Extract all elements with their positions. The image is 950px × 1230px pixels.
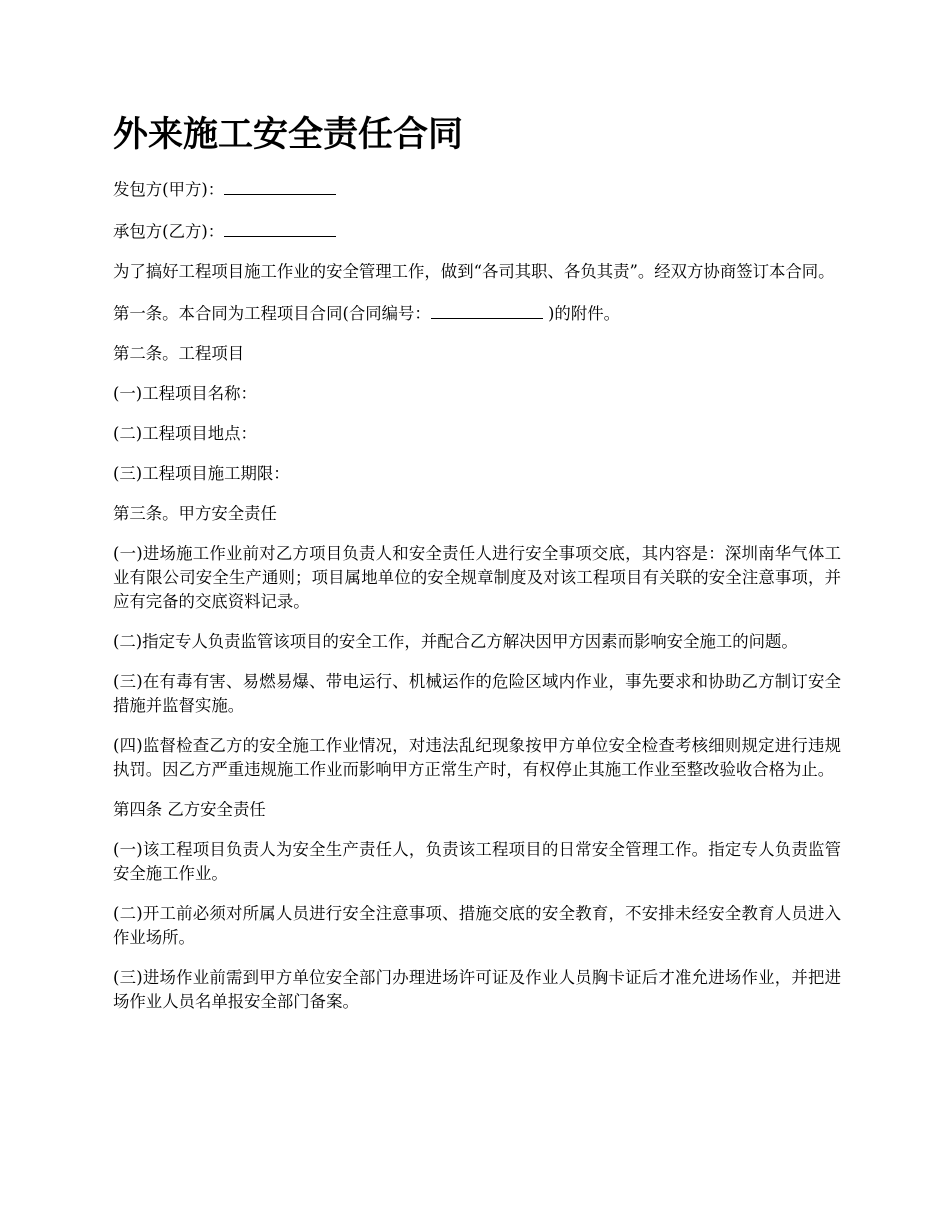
document-title: 外来施工安全责任合同 [113, 114, 464, 155]
article-4-item-2: (二)开工前必须对所属人员进行安全注意事项、措施交底的安全教育，不安排未经安全教育人员进入作业场所。 [113, 904, 841, 947]
article-2-item-2: (二)工程项目地点： [113, 424, 257, 443]
article-3-item-3: (三)在有毒有害、易燃易爆、带电运行、机械运作的危险区域内作业，事先要求和协助乙方制订安全措施并监督实施。 [113, 672, 841, 715]
article-2-heading: 第二条。工程项目 [113, 344, 245, 363]
article-3-heading: 第三条。甲方安全责任 [113, 504, 277, 523]
contract-number-blank [431, 300, 543, 319]
party-a-line [113, 176, 841, 202]
article-1-suffix: )的附件。 [542, 304, 620, 323]
article-2-item-3: (三)工程项目施工期限： [113, 464, 290, 483]
party-a-blank [224, 176, 336, 195]
intro-paragraph: 为了搞好工程项目施工作业的安全管理工作，做到“各司其职、各负其责”。经双方协商签订本合同。 [113, 262, 835, 281]
article-3-item-2: (二)指定专人负责监管该项目的安全工作，并配合乙方解决因甲方因素而影响安全施工的问题。 [113, 632, 798, 651]
article-3-item-1: (一)进场施工作业前对乙方项目负责人和安全责任人进行安全事项交底，其内容是：深圳南华气体工业有限公司安全生产通则；项目属地单位的安全规章制度及对该工程项目有关联的安全注意事项，并应有完备的交底资料记录。 [113, 544, 841, 611]
article-2-item-1: (一)工程项目名称： [113, 384, 257, 403]
article-4-item-1: (一)该工程项目负责人为安全生产责任人，负责该工程项目的日常安全管理工作。指定专人负责监管安全施工作业。 [113, 840, 841, 883]
article-1 [113, 300, 841, 326]
article-4-heading: 第四条 乙方安全责任 [113, 800, 266, 819]
party-b-label: 承包方(乙方)： [113, 222, 225, 241]
party-b-line [113, 218, 841, 244]
party-a-label: 发包方(甲方)： [113, 180, 225, 199]
article-1-prefix: 第一条。本合同为工程项目合同(合同编号： [113, 304, 431, 323]
contract-document [113, 112, 841, 1030]
party-b-blank [224, 218, 336, 237]
article-4-item-3: (三)进场作业前需到甲方单位安全部门办理进场许可证及作业人员胸卡证后才准允进场作业，并把进场作业人员名单报安全部门备案。 [113, 968, 841, 1011]
article-3-item-4: (四)监督检查乙方的安全施工作业情况，对违法乱纪现象按甲方单位安全检查考核细则规定进行违规执罚。因乙方严重违规施工作业而影响甲方正常生产时，有权停止其施工作业至整改验收合格为止。 [113, 736, 841, 779]
